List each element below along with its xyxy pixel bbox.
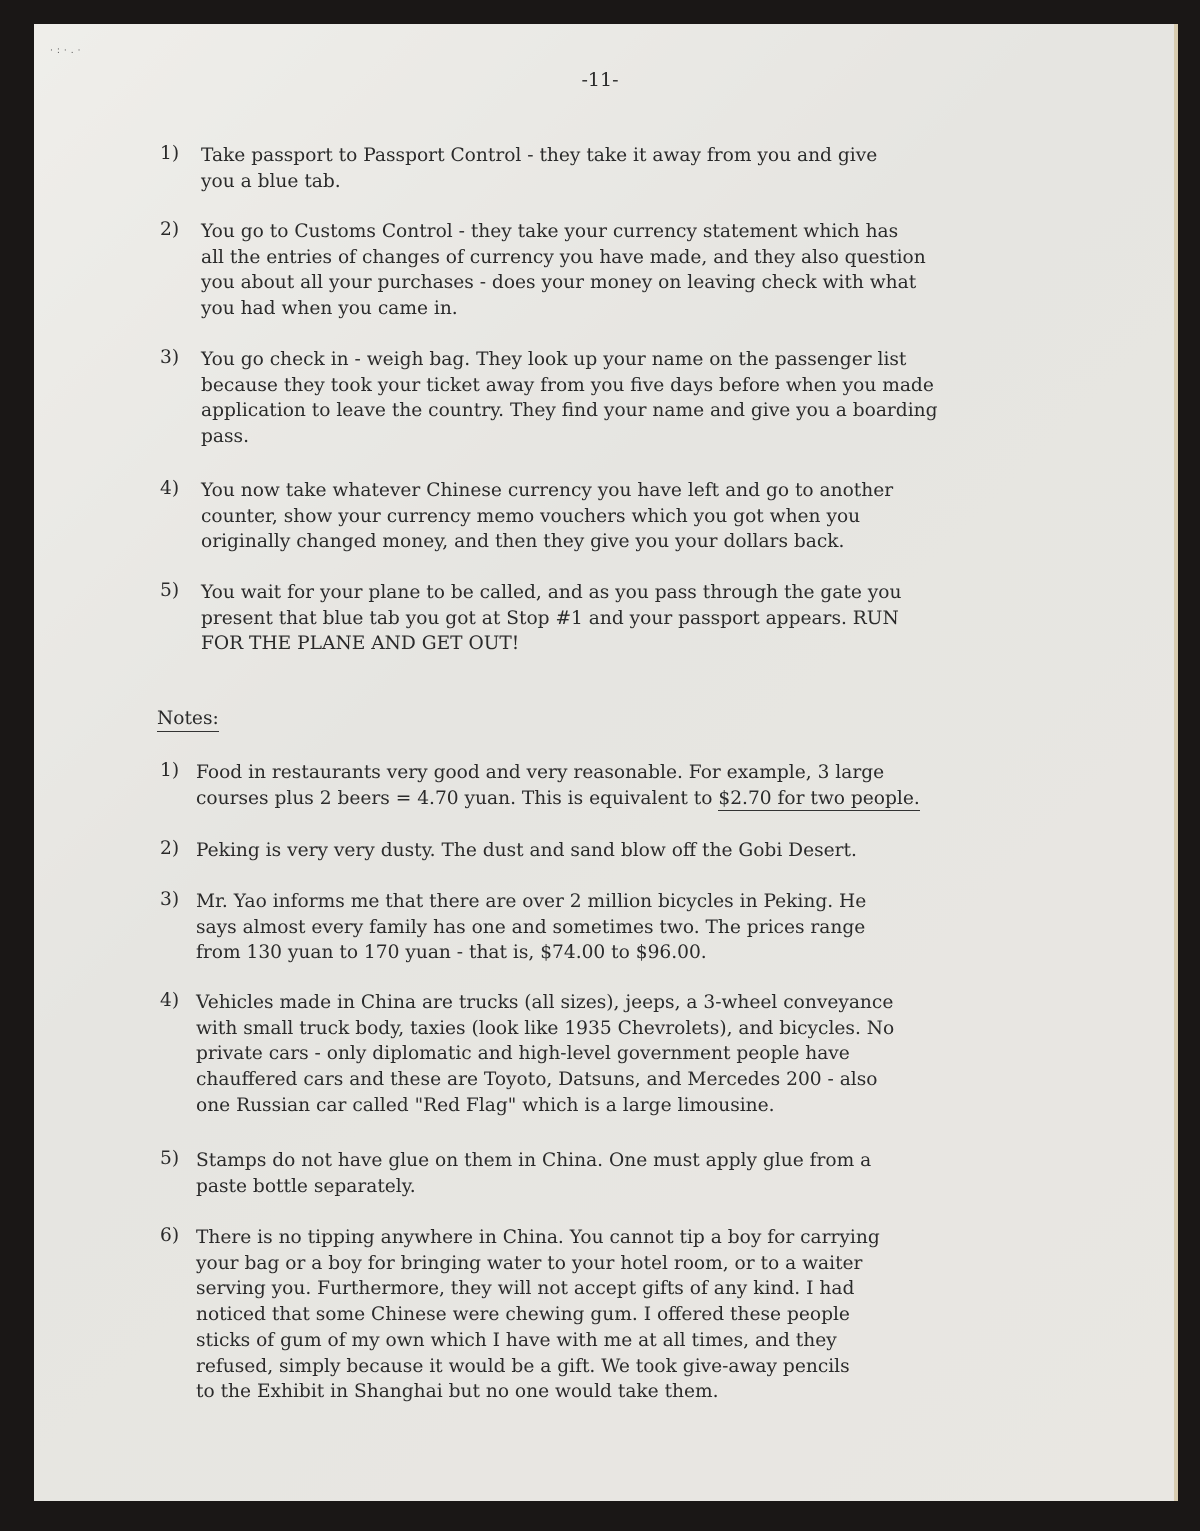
underlined-text: $2.70 for two people. — [718, 787, 920, 809]
line-text: paste bottle separately. — [196, 1175, 416, 1197]
step-item — [201, 219, 926, 322]
line-text: one Russian car called "Red Flag" which is a large limousine. — [196, 1094, 775, 1116]
text-line — [196, 1067, 894, 1093]
text-line — [201, 606, 901, 632]
line-text: because they took your ticket away from you five days before when you made — [201, 374, 934, 396]
line-text: refused, simply because it would be a gift. We took give-away pencils — [196, 1355, 850, 1377]
note-item — [196, 760, 920, 811]
notes-number: 4) — [160, 990, 180, 1011]
text-line — [196, 889, 866, 915]
text-line — [196, 990, 894, 1016]
text-line — [196, 760, 920, 786]
notes-number: 2) — [160, 838, 180, 859]
line-text: Food in restaurants very good and very reasonable. For example, 3 large — [196, 762, 885, 783]
text-line — [196, 1354, 880, 1380]
text-line — [196, 1328, 880, 1354]
text-line — [201, 478, 893, 504]
line-text: You go to Customs Control - they take your currency statement which has — [201, 221, 899, 242]
text-line — [201, 245, 926, 271]
note-item — [196, 1225, 880, 1405]
line-text: says almost every family has one and sometimes two. The prices range — [196, 916, 866, 938]
notes-number: 5) — [160, 1148, 180, 1169]
text-line — [196, 915, 866, 941]
text-line — [196, 1148, 871, 1174]
steps-number: 5) — [160, 580, 180, 601]
text-line — [196, 1225, 880, 1251]
line-text: sticks of gum of my own which I have with me at all times, and they — [196, 1329, 837, 1351]
line-text: serving you. Furthermore, they will not accept gifts of any kind. I had — [196, 1278, 855, 1300]
steps-number: 3) — [160, 347, 180, 368]
line-text: private cars - only diplomatic and high-level government people have — [196, 1043, 850, 1065]
text-line — [201, 296, 926, 322]
line-text: You wait for your plane to be called, and as you pass through the gate you — [201, 582, 902, 603]
line-text: you a blue tab. — [201, 170, 341, 192]
text-line — [201, 270, 926, 296]
notes-number: 3) — [160, 889, 180, 910]
text-line — [201, 504, 893, 530]
text-line — [201, 398, 938, 424]
text-line — [201, 373, 938, 399]
text-line — [201, 143, 877, 169]
notes-heading: Notes: — [157, 708, 219, 732]
line-text: Take passport to Passport Control - they take it away from you and give — [201, 145, 878, 166]
line-text: pass. — [201, 426, 249, 448]
step-item — [201, 580, 901, 657]
line-text: You go check in - weigh bag. They look up your name on the passenger list — [201, 349, 907, 370]
page-number: -11- — [581, 69, 619, 91]
text-line — [201, 631, 901, 657]
text-line — [196, 1276, 880, 1302]
line-text: present that blue tab you got at Stop #1 and your passport appears. RUN — [201, 607, 899, 629]
text-line — [196, 1093, 894, 1119]
text-line — [196, 940, 866, 966]
text-line — [196, 1251, 880, 1277]
line-text: counter, show your currency memo vouchers which you got when you — [201, 505, 861, 527]
notes-number: 6) — [160, 1225, 180, 1246]
line-text: your bag or a boy for bringing water to your hotel room, or to a waiter — [196, 1252, 863, 1274]
line-text: Stamps do not have glue on them in China. One must apply glue from a — [196, 1150, 872, 1171]
line-text: Mr. Yao informs me that there are over 2 million bicycles in Peking. He — [196, 891, 867, 912]
notes-number: 1) — [160, 760, 180, 781]
text-line — [196, 1041, 894, 1067]
line-text: You now take whatever Chinese currency you have left and go to another — [201, 480, 894, 501]
line-text: There is no tipping anywhere in China. You cannot tip a boy for carrying — [196, 1227, 880, 1248]
step-item — [201, 478, 893, 555]
text-line — [201, 219, 926, 245]
line-text: you had when you came in. — [201, 298, 458, 320]
text-line — [196, 1174, 871, 1200]
steps-number: 1) — [160, 143, 180, 164]
text-line — [201, 424, 938, 450]
line-text: to the Exhibit in Shanghai but no one would take them. — [196, 1381, 719, 1403]
note-item — [196, 990, 894, 1119]
line-text: courses plus 2 beers = 4.70 yuan. This is equivalent to — [196, 787, 719, 809]
text-line — [196, 1016, 894, 1042]
line-text: with small truck body, taxies (look like 1935 Chevrolets), and bicycles. No — [196, 1017, 895, 1039]
text-line — [196, 1302, 880, 1328]
line-text: application to leave the country. They find your name and give you a boarding — [201, 400, 938, 422]
line-text: originally changed money, and then they give you your dollars back. — [201, 531, 845, 553]
text-line — [201, 529, 893, 555]
note-item — [196, 838, 857, 864]
line-text: FOR THE PLANE AND GET OUT! — [201, 633, 520, 655]
note-item — [196, 889, 866, 966]
text-line — [201, 347, 938, 373]
text-line — [196, 786, 920, 812]
line-text: noticed that some Chinese were chewing gum. I offered these people — [196, 1304, 850, 1326]
line-text: from 130 yuan to 170 yuan - that is, $74.00 to $96.00. — [196, 942, 707, 964]
text-line — [196, 838, 857, 864]
steps-number: 4) — [160, 478, 180, 499]
steps-number: 2) — [160, 219, 180, 240]
line-text: all the entries of changes of currency you have made, and they also question — [201, 246, 926, 268]
text-line — [201, 580, 901, 606]
note-item — [196, 1148, 871, 1199]
text-line — [201, 169, 877, 195]
line-text: chauffered cars and these are Toyoto, Datsuns, and Mercedes 200 - also — [196, 1069, 878, 1091]
step-item — [201, 347, 938, 450]
text-line — [196, 1379, 880, 1405]
punch-marks: ·:·.· — [50, 46, 85, 56]
line-text: you about all your purchases - does your money on leaving check with what — [201, 272, 917, 294]
line-text: Vehicles made in China are trucks (all sizes), jeeps, a 3-wheel conveyance — [196, 992, 894, 1013]
step-item — [201, 143, 877, 194]
line-text: Peking is very very dusty. The dust and sand blow off the Gobi Desert. — [196, 840, 857, 861]
